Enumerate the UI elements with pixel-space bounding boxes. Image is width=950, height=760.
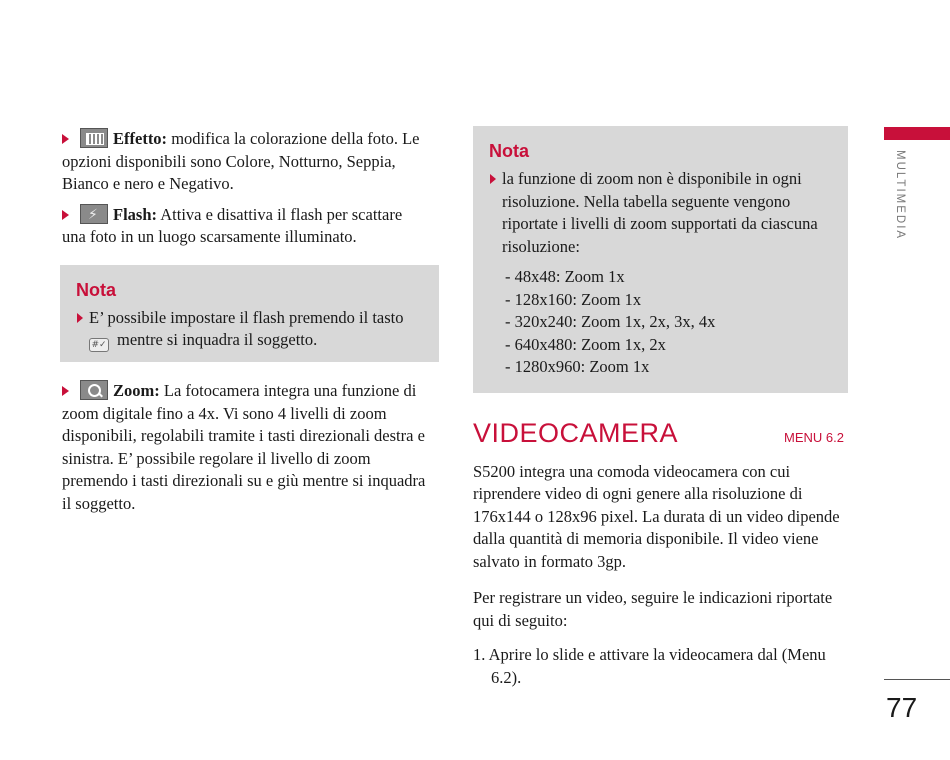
zoom-cont: zoom digitale fino a 4x. Vi sono 4 livelli di zoom disponibili, regolabili tramite i tasti direzionali destra e sinistra. E’ possibile regolare il livello di zoom premendo i tasti direzionali su e giù mentre si inquadra il soggetto. bbox=[62, 403, 426, 513]
hash-key-icon: #✓ bbox=[89, 338, 109, 352]
effetto-item bbox=[62, 128, 437, 196]
right-column bbox=[473, 126, 848, 689]
zoom-text: La fotocamera integra una funzione di bbox=[159, 381, 417, 400]
section-menu-ref: MENU 6.2 bbox=[784, 429, 844, 445]
note-title: Nota bbox=[76, 279, 116, 300]
effect-icon bbox=[80, 128, 108, 148]
step-item: 1. Aprire lo slide e attivare la videocamera dal (Menu 6.2). bbox=[473, 645, 826, 687]
zoom-list-item: - 1280x960: Zoom 1x bbox=[505, 357, 650, 376]
section-title: VIDEOCAMERA bbox=[473, 417, 679, 448]
note-arrow-icon bbox=[490, 174, 496, 184]
page-number: 77 bbox=[886, 692, 918, 723]
zoom-item bbox=[62, 380, 437, 515]
flash-item bbox=[62, 204, 437, 249]
flash-label: Flash: bbox=[113, 204, 158, 224]
zoom-note bbox=[473, 126, 848, 393]
zoom-list-item: - 320x240: Zoom 1x, 2x, 3x, 4x bbox=[505, 312, 716, 331]
note-arrow-icon bbox=[77, 313, 83, 323]
chapter-label: MULTIMEDIA bbox=[894, 150, 906, 241]
zoom-label: Zoom: bbox=[113, 381, 160, 400]
zoom-list-item: - 640x480: Zoom 1x, 2x bbox=[505, 334, 666, 354]
bullet-arrow-icon bbox=[62, 134, 69, 144]
side-accent-bar bbox=[884, 127, 950, 140]
effetto-cont: opzioni disponibili sono Colore, Notturno, Seppia, Bianco e nero e Negativo. bbox=[62, 151, 396, 193]
paragraph: Per registrare un video, seguire le indicazioni riportate qui di seguito: bbox=[473, 588, 833, 630]
note-text: la funzione di zoom non è disponibile in ogni risoluzione. Nella tabella seguente vengono riportate i livelli di zoom supportati da ciascuna risoluzione: bbox=[502, 169, 818, 256]
flash-text: Attiva e disattiva il flash per scattare bbox=[157, 204, 403, 224]
flash-note bbox=[60, 265, 439, 363]
effetto-label: Effetto: bbox=[113, 129, 168, 148]
note-line1: E’ possibile impostare il flash premendo il tasto bbox=[89, 307, 404, 327]
zoom-list-item: - 128x160: Zoom 1x bbox=[505, 289, 642, 309]
side-divider bbox=[884, 679, 950, 680]
note-item bbox=[489, 168, 832, 258]
note-line2: mentre si inquadra il soggetto. bbox=[117, 330, 318, 349]
zoom-list bbox=[489, 266, 832, 379]
bullet-arrow-icon bbox=[62, 386, 69, 396]
flash-cont: una foto in un luogo scarsamente illuminato. bbox=[62, 227, 357, 246]
flash-icon bbox=[80, 204, 108, 224]
section-header bbox=[473, 417, 848, 451]
paragraph: S5200 integra una comoda videocamera con cui riprendere video di ogni genere alla risoluzione di 176x144 o 128x96 pixel. La durata di un video dipende dalla quantità di memoria disponibile. Il video viene salvato in formato 3gp. bbox=[473, 461, 840, 571]
note-item bbox=[76, 307, 423, 353]
left-column bbox=[62, 128, 437, 523]
zoom-icon bbox=[80, 380, 108, 400]
note-title: Nota bbox=[489, 141, 529, 161]
zoom-list-item: - 48x48: Zoom 1x bbox=[505, 267, 625, 286]
bullet-arrow-icon bbox=[62, 210, 69, 220]
effetto-text: modifica la colorazione della foto. Le bbox=[167, 129, 420, 148]
